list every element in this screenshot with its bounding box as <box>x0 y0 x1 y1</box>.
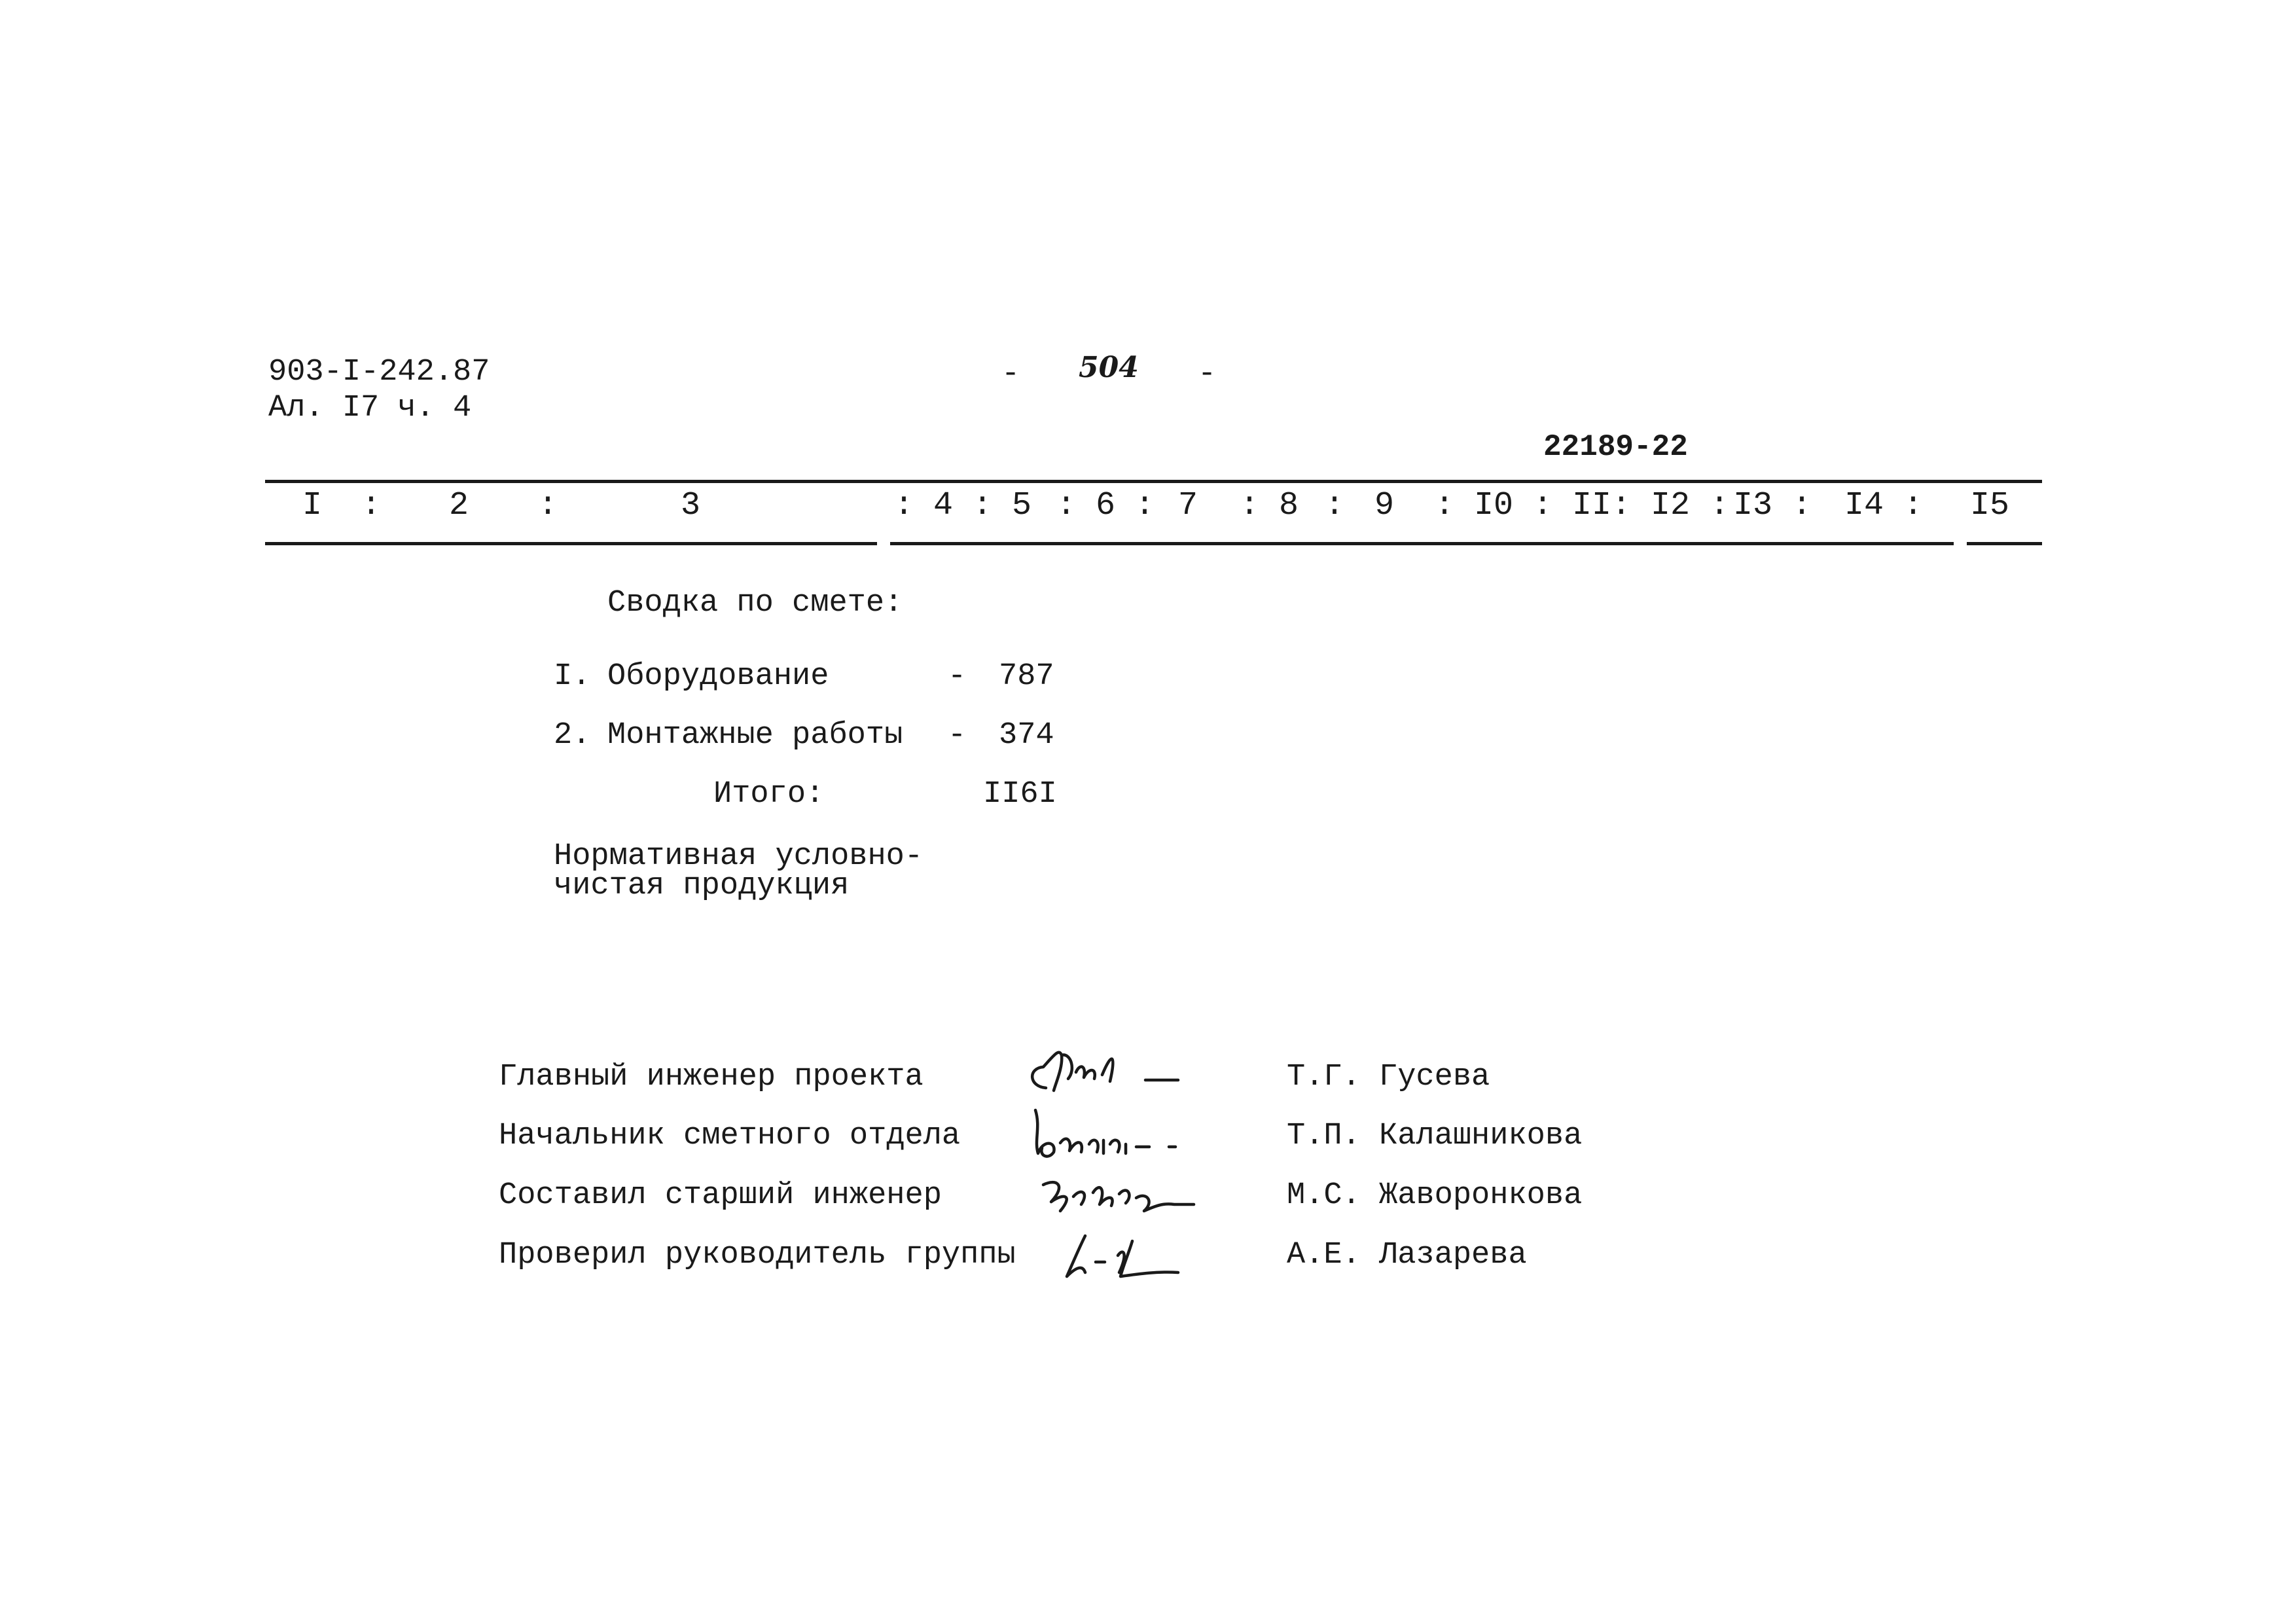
summary-total-value: II6I <box>983 777 1057 812</box>
signature-role: Главный инженер проекта <box>499 1060 924 1094</box>
column-header-cell: : <box>538 487 558 524</box>
summary-item-label: Монтажные работы <box>607 718 903 753</box>
table-bottom-rule-b <box>890 542 1954 545</box>
column-header-cell: : <box>361 487 382 524</box>
signature-role: Составил старший инженер <box>499 1178 942 1213</box>
page-number: 504 <box>1079 351 1139 384</box>
signature-name: М.С. Жаворонкова <box>1287 1178 1583 1213</box>
signature-name: Т.П. Калашникова <box>1287 1119 1583 1153</box>
summary-item-dash: - <box>948 718 967 753</box>
signature-name: Т.Г. Гусева <box>1287 1060 1490 1094</box>
column-header-cell: 2 <box>449 487 469 524</box>
summary-note-line1: Нормативная условно- <box>554 839 924 874</box>
signature-role: Начальник сметного отдела <box>499 1119 961 1153</box>
summary-item-number: 2. <box>554 718 591 753</box>
column-header-cell: I3 : <box>1733 487 1812 524</box>
handwritten-signature-guseva <box>1021 1041 1217 1106</box>
column-header-cell: : <box>1325 487 1345 524</box>
document-code: 903-I-242.87 <box>268 355 490 389</box>
column-header-cell: I5 <box>1970 487 2010 524</box>
column-header-cell: : 6 : <box>1056 487 1155 524</box>
column-header-cell: 9 <box>1374 487 1395 524</box>
handwritten-signature-zhavoronkova <box>1034 1159 1230 1224</box>
page-dash-left: - <box>1001 357 1020 391</box>
signature-role: Проверил руководитель группы <box>499 1238 1016 1272</box>
page-dash-right: - <box>1198 357 1217 391</box>
column-header-cell: I4 : <box>1844 487 1924 524</box>
column-header-cell: 3 <box>681 487 701 524</box>
inventory-number: 22189-22 <box>1543 430 1688 464</box>
summary-item-value: 787 <box>999 659 1054 694</box>
column-header-cell: : 8 <box>1240 487 1299 524</box>
column-header-cell: : 4 : 5 <box>894 487 1032 524</box>
handwritten-signature-kalashnikova <box>1021 1101 1217 1166</box>
signature-name: А.Е. Лазарева <box>1287 1238 1527 1272</box>
column-header-cell: 7 <box>1178 487 1198 524</box>
table-top-rule <box>265 480 2042 483</box>
summary-item-number: I. <box>554 659 591 694</box>
summary-total-label: Итого: <box>713 777 825 812</box>
summary-title: Сводка по смете: <box>607 586 903 621</box>
column-header-cell: : I0 : II: I2 : <box>1435 487 1730 524</box>
summary-item-label: Оборудование <box>607 659 829 694</box>
album-reference: Ал. I7 ч. 4 <box>268 391 472 425</box>
table-bottom-rule-a <box>265 542 877 545</box>
summary-item-value: 374 <box>999 718 1054 753</box>
summary-note-line2: чистая продукция <box>554 869 850 903</box>
table-bottom-rule-c <box>1967 542 2042 545</box>
summary-item-dash: - <box>948 659 967 694</box>
handwritten-signature-lazareva <box>1047 1219 1217 1284</box>
column-header-cell: I <box>302 487 323 524</box>
